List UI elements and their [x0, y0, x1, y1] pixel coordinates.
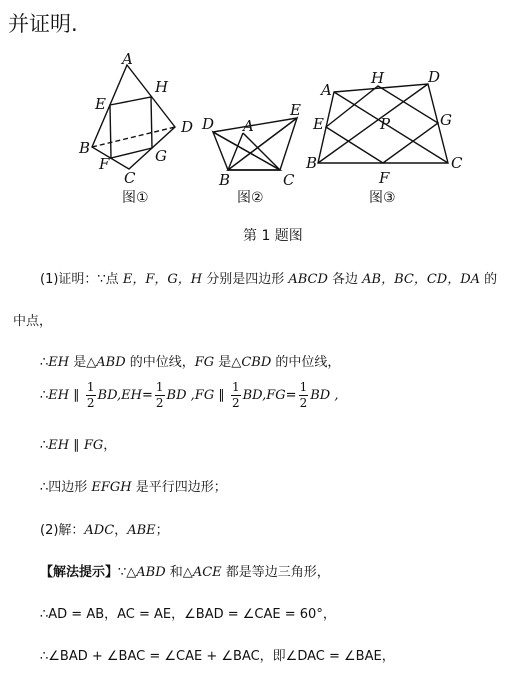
fig3-caption: 图③ [369, 190, 396, 206]
solution-line-4: ∴EH ∥ $\frac{1}{2}$ BD,EH= $\frac{1}{2}$ BD ,FG ∥ $\frac{1}{2}$ BD,FG= $\frac{1}{2}$ BD , [40, 380, 339, 410]
fig2-caption: 图② [237, 190, 264, 206]
fig3-label-b: B [306, 154, 318, 172]
fraction-half: $\frac{1}{2}$ [299, 380, 308, 410]
fraction-half: $\frac{1}{2}$ [86, 380, 95, 410]
solution-line-9: ∴AD = AB，AC = AE，∠BAD = ∠CAE = 60°， [40, 607, 336, 622]
fig1-label-h: H [155, 78, 169, 96]
solution-line-8: 【解法提示】∵△ABD 和△ACE 都是等边三角形， [40, 565, 330, 580]
fig2-label-b: B [219, 171, 231, 189]
solution-line-6: ∴四边形 EFGH 是平行四边形； [40, 480, 227, 495]
fig3-label-g: G [440, 111, 452, 129]
fig2-label-c: C [283, 171, 295, 189]
figure-title: 第 1 题图 [243, 228, 303, 244]
fig1-label-a: A [122, 50, 133, 68]
fig3-label-f: F [379, 169, 390, 187]
solution-line-3: ∴EH 是△ABD 的中位线，FG 是△CBD 的中位线， [40, 355, 341, 370]
fig3-label-d: D [428, 68, 441, 86]
fig3-label-e: E [313, 115, 324, 133]
fig3-label-a: A [321, 81, 332, 99]
geometry-figures [0, 45, 513, 215]
fig1-label-b: B [79, 139, 91, 157]
fig1-label-g: G [155, 147, 167, 165]
fig1-label-f: F [99, 155, 110, 173]
solution-line-7: (2)解：ADC，ABE； [40, 523, 169, 538]
solution-line-2: 中点， [13, 314, 53, 329]
solution-line-1: (1)证明：∵点 E，F，G，H 分别是四边形 ABCD 各边 AB，BC，CD，DA 的 [40, 272, 498, 287]
fig1-label-e: E [95, 95, 106, 113]
figure-2-triangles [213, 118, 297, 170]
fraction-half: $\frac{1}{2}$ [155, 380, 164, 410]
fraction-half: $\frac{1}{2}$ [231, 380, 240, 410]
fig2-label-d: D [202, 115, 215, 133]
fig1-caption: 图① [122, 190, 149, 206]
fig1-label-c: C [124, 169, 136, 187]
fig3-label-h: H [371, 69, 385, 87]
fig3-label-c: C [451, 154, 463, 172]
fig1-label-d: D [181, 118, 194, 136]
page-title: 并证明. [8, 12, 78, 36]
fig2-label-a: A [243, 117, 254, 135]
fig3-label-p: P [380, 115, 391, 133]
solution-line-5: ∴EH ∥ FG， [40, 438, 117, 453]
fig2-label-e: E [290, 101, 301, 119]
solution-line-10: ∴∠BAD + ∠BAC = ∠CAE + ∠BAC，即∠DAC = ∠BAE， [40, 649, 395, 664]
